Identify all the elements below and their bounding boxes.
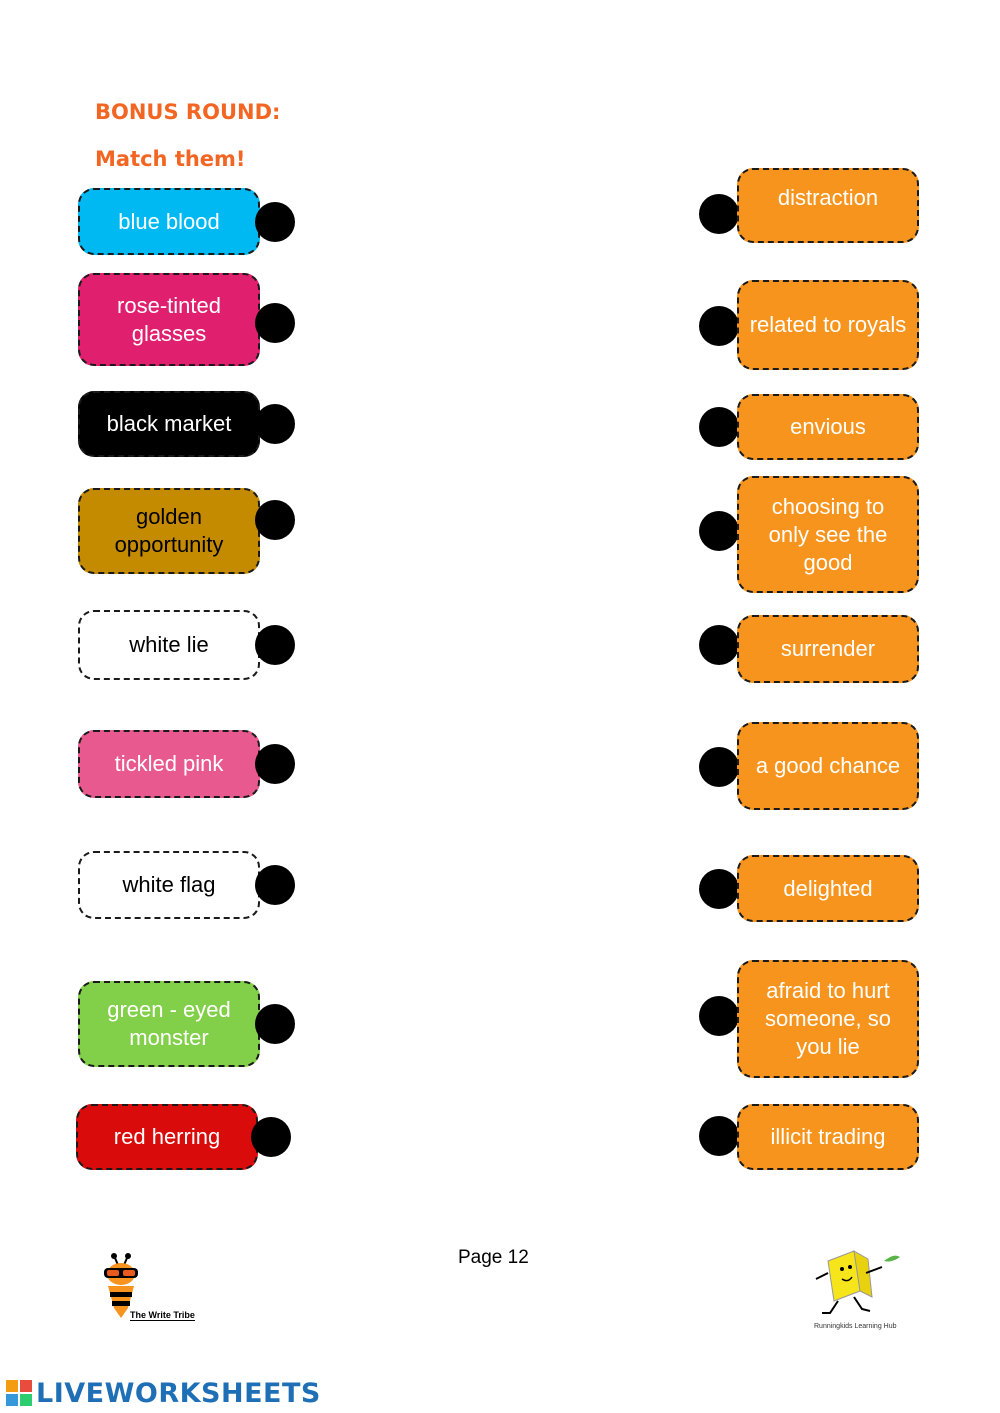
right-item-label: afraid to hurt someone, so you lie [765,978,891,1059]
right-item-label: a good chance [755,753,901,778]
left-item-label: rose-tinted glasses [117,292,221,346]
left-item-label: blue blood [118,208,220,234]
page-number: Page 12 [458,1247,529,1268]
right-connector-dot[interactable] [699,511,739,551]
right-item-label: envious [790,414,866,439]
left-connector-dot[interactable] [255,1004,295,1044]
left-item-golden-opportunity[interactable] [78,488,260,574]
left-item-label: red herring [113,1124,221,1149]
right-connector-dot[interactable] [699,996,739,1036]
right-item-choosing-to-only-see-the-good[interactable] [737,476,919,593]
right-connector-dot[interactable] [699,869,739,909]
write-tribe-logo [98,1250,208,1330]
left-item-label: white flag [122,872,216,897]
liveworksheets-brand[interactable] [6,1378,321,1408]
left-item-tickled-pink[interactable] [78,730,260,798]
right-item-label: delighted [783,875,873,901]
left-item-label: black market [106,411,232,436]
right-item-envious[interactable] [737,394,919,460]
learning-hub-logo-text: Runningkids Learning Hub [814,1323,897,1330]
learning-hub-logo [808,1243,908,1343]
liveworksheets-brand-text: LIVEWORKSHEETS [36,1377,321,1409]
right-item-illicit-trading[interactable] [737,1104,919,1170]
right-item-a-good-chance[interactable] [737,722,919,810]
left-connector-dot[interactable] [255,865,295,905]
right-connector-dot[interactable] [699,625,739,665]
right-connector-dot[interactable] [699,747,739,787]
match-instruction: Match them! [95,147,246,171]
left-item-red-herring[interactable] [76,1104,258,1170]
left-item-rose-tinted-glasses[interactable] [78,273,260,366]
left-connector-dot[interactable] [255,500,295,540]
running-book-icon [808,1243,908,1323]
right-item-surrender[interactable] [737,615,919,683]
left-connector-dot[interactable] [255,625,295,665]
right-item-label: surrender [780,636,876,661]
left-connector-dot[interactable] [255,202,295,242]
right-connector-dot[interactable] [699,1116,739,1156]
right-item-delighted[interactable] [737,855,919,922]
bonus-round-heading: BONUS ROUND: [95,100,281,124]
left-item-white-lie[interactable] [78,610,260,680]
left-item-label: tickled pink [114,751,224,776]
left-connector-dot[interactable] [251,1117,291,1157]
right-connector-dot[interactable] [699,407,739,447]
left-connector-dot[interactable] [255,303,295,343]
left-item-black-market[interactable] [78,391,260,457]
left-item-label: green - eyed monster [107,997,231,1050]
left-item-white-flag[interactable] [78,851,260,919]
right-item-label: illicit trading [770,1124,886,1149]
right-connector-dot[interactable] [699,306,739,346]
right-item-label: related to royals [749,312,907,337]
right-item-label: distraction [777,185,879,210]
right-item-related-to-royals[interactable] [737,280,919,370]
left-connector-dot[interactable] [255,404,295,444]
left-item-green-eyed-monster[interactable] [78,981,260,1067]
right-connector-dot[interactable] [699,194,739,234]
right-item-label: choosing to only see the good [768,493,888,575]
right-item-afraid-to-hurt-someone[interactable] [737,960,919,1078]
write-tribe-logo-text: The Write Tribe [130,1310,195,1320]
left-item-blue-blood[interactable] [78,188,260,255]
left-connector-dot[interactable] [255,744,295,784]
right-item-distraction[interactable] [737,168,919,243]
liveworksheets-logo-icon [6,1380,32,1406]
left-item-label: white lie [129,632,209,657]
left-item-label: golden opportunity [114,504,224,557]
